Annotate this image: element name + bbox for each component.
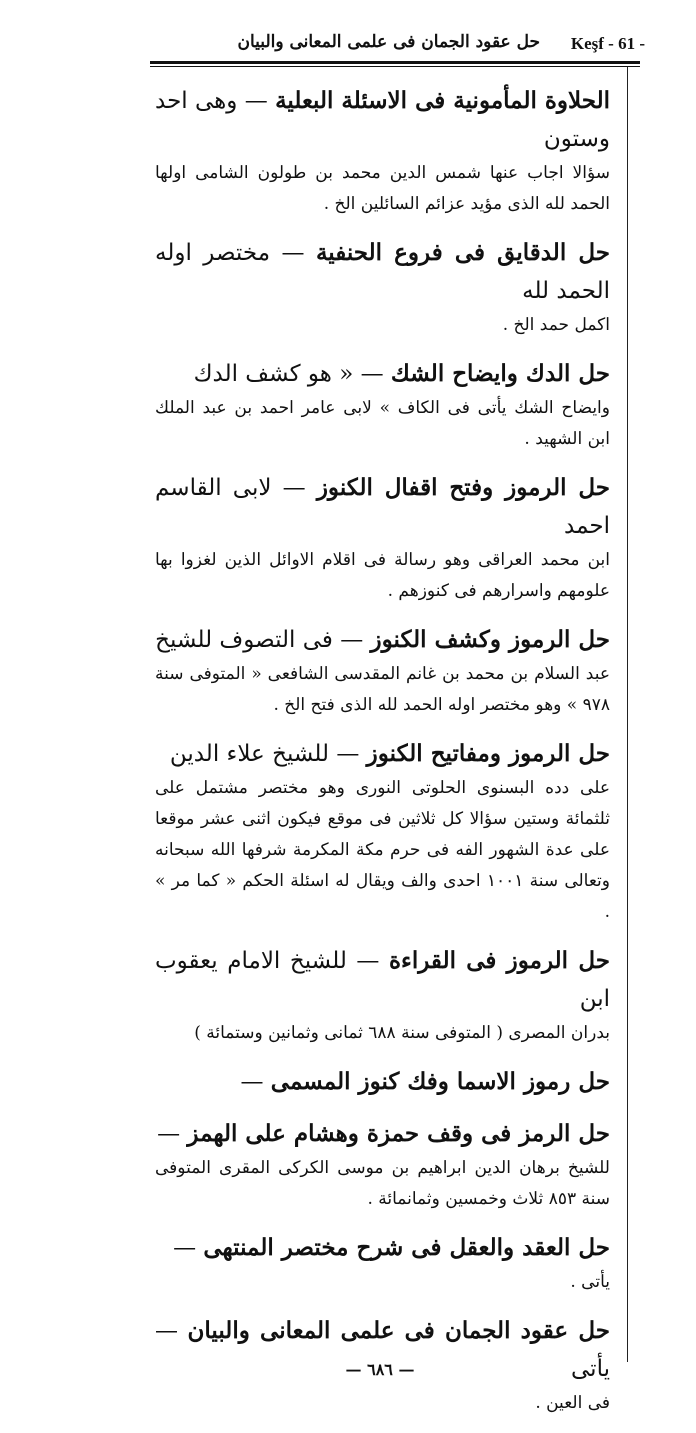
entry-lead: — xyxy=(157,1121,188,1147)
entry-title: حل رموز الاسما وفك كنوز المسمى xyxy=(270,1068,610,1095)
entry-body: للشيخ برهان الدين ابراهيم بن موسى الكركى المقرى المتوفى سنة ٨٥٣ ثلاث وخمسين وثمانمائة . xyxy=(155,1158,610,1209)
entry-body: عبد السلام بن محمد بن غانم المقدسى الشافعى « المتوفى سنة ٩٧٨ » وهو مختصر اوله الحمد لله الذى فتح الخ . xyxy=(155,664,610,715)
entry-lead: — يأتى xyxy=(155,1318,610,1382)
page-header xyxy=(150,30,645,60)
entry-title: حل الرموز ومفاتيح الكنوز xyxy=(366,740,610,767)
entry-lead: — فى التصوف للشيخ xyxy=(155,627,371,653)
entry-lead: — للشيخ علاء الدين xyxy=(169,741,367,767)
entry-title: حل الدقايق فى فروع الحنفية xyxy=(315,239,610,266)
entry xyxy=(155,82,610,220)
entry xyxy=(155,1063,610,1101)
entry-body: بدران المصرى ( المتوفى سنة ٦٨٨ ثمانى وثمانين وستمائة ) xyxy=(194,1023,610,1043)
entry-title: حل العقد والعقل فى شرح مختصر المنتهى xyxy=(203,1234,610,1261)
entry xyxy=(155,942,610,1049)
page-reference: Keşf - 61 - xyxy=(570,34,645,53)
entry-lead: — xyxy=(173,1235,204,1261)
margin-line xyxy=(627,67,628,1362)
entry xyxy=(155,1115,610,1215)
entry-title: حل الرموز وفتح اقفال الكنوز xyxy=(316,474,610,501)
entry-body: سؤالا اجاب عنها شمس الدين محمد بن طولون الشامى اولها الحمد لله الذى مؤيد عزائم السائلين الخ . xyxy=(155,163,610,214)
entry-title: الحلاوة المأمونية فى الاسئلة البعلية xyxy=(275,87,610,114)
entry-title: حل الرمز فى وقف حمزة وهشام على الهمز xyxy=(187,1120,610,1147)
entry-body: يأتى . xyxy=(570,1272,610,1292)
entry xyxy=(155,621,610,721)
entry-lead: — « هو كشف الدك xyxy=(193,361,391,387)
entry-body: على دده البسنوى الحلوتى النورى وهو مختصر مشتمل على ثلثمائة وستين سؤالا كل ثلاثين فى موقع فيكون اثنى عشر موقعا على عدة الشهور الفه فى حرم مكة المكرمة شرفها الله سبحانه وتعالى سنة ١٠٠١ احدى والف ويقال له اسئلة الحكم « كما مر » . xyxy=(155,778,610,922)
entry-body: اكمل حمد الخ . xyxy=(502,315,610,335)
entry-lead: — مختصر اوله الحمد لله xyxy=(155,240,610,304)
entry xyxy=(155,355,610,455)
entry xyxy=(155,469,610,607)
entries-column xyxy=(155,82,610,1433)
entry-title: حل الرموز وكشف الكنوز xyxy=(370,626,610,653)
entry xyxy=(155,735,610,928)
entry-lead: — وهى احد وستون xyxy=(155,88,610,152)
entry-body: وايضاح الشك يأتى فى الكاف » لابى عامر احمد بن عبد الملك ابن الشهيد . xyxy=(155,398,610,449)
entry-lead: — للشيخ الامام يعقوب ابن xyxy=(155,948,610,1012)
header-rule-thick xyxy=(150,61,640,64)
entry-title: حل الرموز فى القراءة xyxy=(388,947,610,974)
entry-title: حل عقود الجمان فى علمى المعانى والبيان xyxy=(187,1317,611,1344)
entry-lead: — xyxy=(240,1069,271,1095)
entry-body: فى العين . xyxy=(535,1393,610,1413)
running-title: حل عقود الجمان فى علمى المعانى والبيان xyxy=(237,32,540,52)
entry-body: ابن محمد العراقى وهو رسالة فى اقلام الاوائل الذين لغزوا بها علومهم واسرارهم فى كنوزهم . xyxy=(155,550,610,601)
header-rule-thin xyxy=(150,66,640,67)
page-number: — ٦٨٦ — xyxy=(345,1360,415,1379)
entry xyxy=(155,1229,610,1298)
entry-lead: — لابى القاسم احمد xyxy=(155,475,610,539)
entry xyxy=(155,234,610,341)
entry-title: حل الدك وايضاح الشك xyxy=(390,360,610,387)
